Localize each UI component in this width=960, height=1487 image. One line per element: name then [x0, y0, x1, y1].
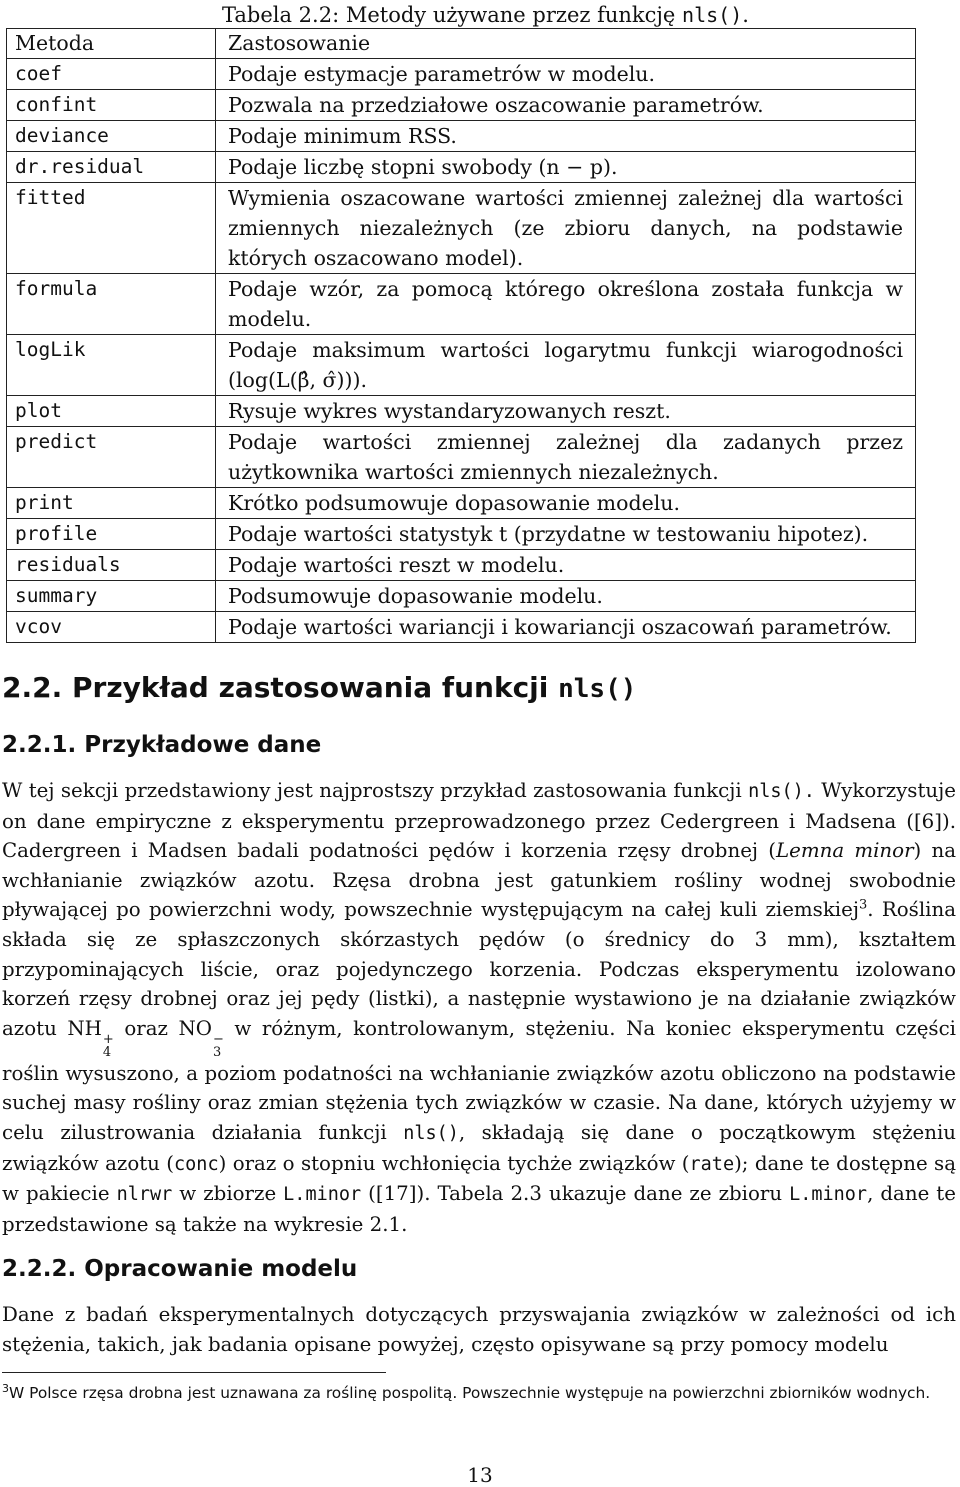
method-name: coef	[7, 59, 216, 90]
inline-code: L.minor	[789, 1184, 868, 1206]
method-description: Podaje wartości wariancji i kowariancji oszacowań parametrów.	[216, 612, 916, 643]
method-name: summary	[7, 581, 216, 612]
method-description: Podaje wartości zmiennej zależnej dla zadanych przez użytkownika wartości zmiennych niezależnych.	[216, 427, 916, 488]
text-run: Wykorzystuje on dane empiryczne z eksperymentu przeprowadzonego przez Cedergreen i Madsena ([6]). Cadergreen i Madsen badali podatności pędów i korzenia rzęsy drobnej (	[2, 779, 956, 863]
method-name: logLik	[7, 335, 216, 396]
footnote-number: 3	[2, 1382, 9, 1395]
table-row	[7, 396, 916, 427]
section-code: nls()	[558, 674, 637, 704]
method-name: predict	[7, 427, 216, 488]
footnote-marker: 3	[858, 897, 868, 913]
ammonium-indices	[103, 1033, 114, 1059]
count-sub: 4	[102, 1044, 112, 1060]
text-run: ) oraz o stopniu wchłonięcia tychże związków (	[218, 1151, 690, 1175]
method-description: Podaje estymacje parametrów w modelu.	[216, 59, 916, 90]
method-name: plot	[7, 396, 216, 427]
caption-code: nls()	[682, 3, 743, 27]
method-description: Podaje minimum RSS.	[216, 121, 916, 152]
method-description: Pozwala na przedziałowe oszacowanie parametrów.	[216, 90, 916, 121]
footnote-text: W Polsce rzęsa drobna jest uznawana za roślinę pospolitą. Powszechnie występuje na powierzchni zbiorników wodnych.	[9, 1384, 931, 1403]
header-method: Metoda	[7, 29, 216, 59]
subsection-number: 2.2.1.	[2, 732, 77, 758]
table-row	[7, 488, 916, 519]
subsection-title: Przykładowe dane	[84, 732, 322, 758]
subsection-heading-data	[2, 730, 321, 760]
table-header-row	[7, 29, 916, 59]
method-description: Podaje maksimum wartości logarytmu funkcji wiarogodności (log(L(β̂, σ̂))).	[216, 335, 916, 396]
method-name: vcov	[7, 612, 216, 643]
inline-code: L.minor	[283, 1184, 362, 1206]
inline-code: conc	[174, 1153, 219, 1175]
method-description: Podaje wartości statystyk t (przydatne w testowaniu hipotez).	[216, 519, 916, 550]
section-number: 2.2.	[2, 671, 63, 704]
method-description: Podaje wartości reszt w modelu.	[216, 550, 916, 581]
page-number: 13	[467, 1463, 493, 1487]
inline-code: nls().	[748, 781, 815, 802]
method-description: Rysuje wykres wystandaryzowanych reszt.	[216, 396, 916, 427]
body-paragraph: Dane z badań eksperymentalnych dotyczących przyswajania związków w zależności od ich stężenia, takich, jak badania opisane powyżej, często opisywane są przy pomocy modelu	[2, 1303, 956, 1356]
subsection-title: Opracowanie modelu	[84, 1256, 358, 1282]
table-row	[7, 519, 916, 550]
text-run: , dane te przedstawione są także na wykresie 2.1.	[2, 1182, 956, 1236]
text-run: . Roślina składa się ze spłaszczonych skórzastych pędów (o średnicy do 3 mm), kształtem przypominających liście, oraz pojedynczego korzenia. Podczas eksperymentu izolowano korzeń rzęsy drobnej oraz jej pędy (listki), a następnie wystawiono je na działanie związków azotu NH	[2, 898, 957, 1040]
body-paragraph	[2, 776, 956, 1239]
table-row	[7, 90, 916, 121]
method-name: deviance	[7, 121, 216, 152]
text-run: ) na wchłanianie związków azotu. Rzęsa drobna jest gatunkiem rośliny wodnej swobodnie pływającej po powierzchni wody, powszechnie występującym na całej kuli ziemskiej	[2, 839, 956, 922]
method-description: Wymienia oszacowane wartości zmiennej zależnej dla wartości zmiennych niezależnych (ze zbioru danych, na podstawie których oszacowano model).	[216, 183, 916, 274]
subsection-number: 2.2.2.	[2, 1256, 77, 1282]
table-row	[7, 550, 916, 581]
method-description: Krótko podsumowuje dopasowanie modelu.	[216, 488, 916, 519]
charge-sup: +	[102, 1031, 114, 1047]
caption-suffix: .	[742, 3, 749, 27]
section-heading	[2, 670, 636, 707]
inline-code: rate	[689, 1153, 735, 1175]
table-row	[7, 121, 916, 152]
species-name: Lemna minor	[775, 839, 914, 863]
charge-sup: −	[212, 1031, 224, 1047]
method-name: profile	[7, 519, 216, 550]
text-run: W tej sekcji przedstawiony jest najprostszy przykład zastosowania funkcji	[2, 779, 749, 802]
table-row	[7, 274, 916, 335]
table-row	[7, 152, 916, 183]
table-row	[7, 427, 916, 488]
method-name: formula	[7, 274, 216, 335]
subsection-heading-model	[2, 1254, 357, 1284]
method-description: Podaje wzór, za pomocą którego określona została funkcja w modelu.	[216, 274, 916, 335]
method-name: residuals	[7, 550, 216, 581]
footnote	[2, 1378, 956, 1404]
inline-code: nls()	[403, 1122, 459, 1144]
methods-table	[6, 28, 916, 643]
text-run: ); dane te dostępne są w pakiecie	[2, 1151, 956, 1206]
section-title: Przykład zastosowania funkcji	[72, 671, 549, 704]
table-row	[7, 335, 916, 396]
text-run: oraz NO	[113, 1016, 212, 1040]
text-run: ([17]). Tabela 2.3 ukazuje dane ze zbioru	[361, 1182, 790, 1206]
method-name: fitted	[7, 183, 216, 274]
method-description: Podsumowuje dopasowanie modelu.	[216, 581, 916, 612]
header-usage: Zastosowanie	[216, 29, 916, 59]
method-name: confint	[7, 90, 216, 121]
text-run: , składają się dane o początkowym stężeniu związków azotu (	[2, 1120, 957, 1175]
method-name: print	[7, 488, 216, 519]
caption-prefix: Tabela 2.2: Metody używane przez funkcję	[222, 3, 683, 27]
footnote-rule	[2, 1372, 386, 1373]
method-description: Podaje liczbę stopni swobody (n − p).	[216, 152, 916, 183]
table-row	[7, 612, 916, 643]
inline-code: nlrwr	[116, 1184, 173, 1206]
method-name: dr.residual	[7, 152, 216, 183]
count-sub: 3	[212, 1044, 222, 1060]
table-row	[7, 581, 916, 612]
table-row	[7, 183, 916, 274]
text-run: w różnym, kontrolowanym, stężeniu. Na koniec eksperymentu części roślin wysuszono, a poziom podatności na wchłanianie związków azotu obliczono na podstawie suchej masy rośliny oraz zmian stężenia tych związków w czasie. Na dane, których użyjemy w celu zilustrowania działania funkcji	[2, 1016, 956, 1144]
table-caption	[222, 2, 749, 28]
nitrate-indices	[213, 1033, 224, 1059]
text-run: w zbiorze	[172, 1182, 284, 1206]
table-row	[7, 59, 916, 90]
